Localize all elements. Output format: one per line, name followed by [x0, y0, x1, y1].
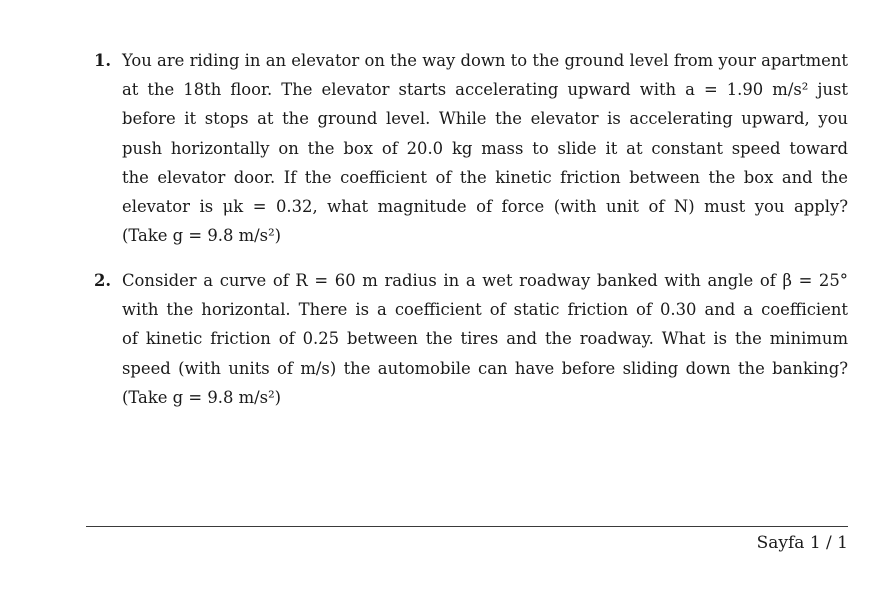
problem-text-line: with the horizontal. There is a coefficient of static friction of 0.30 and a coefficient — [122, 300, 848, 320]
problem-text-line: You are riding in an elevator on the way down to the ground level from your apartment — [122, 51, 848, 70]
problem-text-line: push horizontally on the box of 20.0 kg mass to slide it at constant speed toward — [122, 138, 848, 158]
problem-text-line: of kinetic friction of 0.25 between the tires and the roadway. What is the minimum — [122, 329, 848, 349]
problem-text-line: the elevator door. If the coefficient of the kinetic friction between the box and the — [122, 167, 848, 187]
problem-number: 1. — [94, 51, 112, 70]
page-number: Sayfa 1 / 1 — [756, 533, 848, 553]
problem-2 — [96, 266, 848, 412]
problem-text-line: at the 18th floor. The elevator starts accelerating upward with a = 1.90 m/s² just — [122, 80, 848, 100]
problem-1 — [96, 46, 848, 250]
problem-number: 2. — [94, 271, 112, 290]
problem-text-line: (Take g = 9.8 m/s²) — [122, 226, 282, 246]
footer-divider — [86, 526, 848, 527]
problem-text-line: Consider a curve of R = 60 m radius in a wet roadway banked with angle of β = 25° — [122, 271, 848, 290]
problem-text-line: speed (with units of m/s) the automobile can have before sliding down the banking? — [122, 358, 848, 378]
problem-text-line: before it stops at the ground level. While the elevator is accelerating upward, you — [122, 109, 848, 129]
problem-text-line: (Take g = 9.8 m/s²) — [122, 387, 282, 407]
problem-text-line: elevator is μk = 0.32, what magnitude of force (with unit of N) must you apply? — [122, 197, 848, 217]
